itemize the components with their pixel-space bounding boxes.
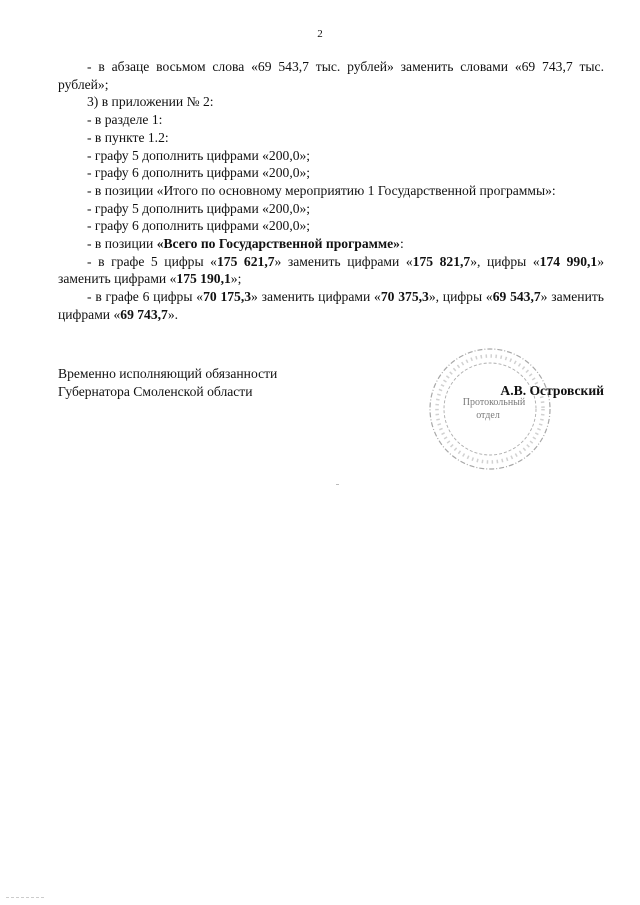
paragraph-5: - графу 5 дополнить цифрами «200,0»; (87, 147, 311, 163)
signatory-title (58, 365, 277, 400)
p12-text-4: » заменить цифрами « (58, 289, 604, 322)
p11-bold-3: 174 990,1 (539, 253, 598, 269)
paragraph-10-prefix: - в позиции (87, 236, 157, 252)
p11-text-5: »; (230, 271, 242, 287)
scan-artifact (336, 484, 339, 485)
paragraph-1: - в абзаце восьмом слова «69 543,7 тыс. рублей» заменить словами «69 743,7 тыс. рублей»; (58, 59, 604, 92)
p12-text-5: ». (167, 306, 179, 322)
p12-bold-3: 69 543,7 (492, 289, 541, 305)
paragraph-11 (58, 253, 604, 288)
p12-text-2: » заменить цифрами « (251, 289, 381, 305)
paragraph-4: - в пункте 1.2: (87, 129, 169, 145)
stamp-band-dots (437, 356, 543, 462)
stamp-inner-ring (444, 363, 536, 455)
p12-bold-2: 70 375,3 (380, 289, 429, 305)
p12-bold-1: 70 175,3 (203, 289, 252, 305)
stamp-inner-line-1: Протокольный (462, 397, 526, 408)
paragraph-10-bold: «Всего по Государственной программе» (156, 236, 400, 252)
document-body (58, 58, 604, 324)
corner-scan-artifact (6, 897, 44, 899)
paragraph-9: - графу 6 дополнить цифрами «200,0»; (87, 218, 311, 234)
p12-text-1: - в графе 6 цифры « (87, 289, 204, 305)
paragraph-10-suffix: : (399, 236, 404, 252)
p11-bold-1: 175 621,7 (216, 253, 275, 269)
p11-text-3: », цифры « (470, 253, 540, 269)
page-number: 2 (317, 28, 323, 40)
paragraph-8: - графу 5 дополнить цифрами «200,0»; (87, 200, 311, 216)
stamp-outer-ring (430, 349, 550, 469)
paragraph-12 (58, 288, 604, 323)
p11-text-1: - в графе 5 цифры « (87, 253, 217, 269)
signatory-name: А.В. Островский (500, 383, 604, 398)
p11-bold-2: 175 821,7 (412, 253, 471, 269)
p12-text-3: », цифры « (428, 289, 493, 305)
p11-bold-4: 175 190,1 (176, 271, 231, 287)
p11-text-2: » заменить цифрами « (274, 253, 413, 269)
paragraph-10 (58, 235, 604, 253)
p12-bold-4: 69 743,7 (120, 306, 168, 322)
stamp-inner-line-2: отдел (476, 410, 500, 421)
signatory-title-line-1: Временно исполняющий обязанности (58, 366, 278, 381)
paragraph-6: - графу 6 дополнить цифрами «200,0»; (87, 165, 311, 181)
paragraph-7: - в позиции «Итого по основному мероприятию 1 Государственной программы»: (87, 182, 556, 198)
signatory-title-line-2: Губернатора Смоленской области (58, 383, 253, 399)
official-stamp (426, 345, 554, 473)
paragraph-2: 3) в приложении № 2: (87, 94, 214, 110)
p11-text-4: » заменить цифрами « (58, 253, 605, 287)
paragraph-3: - в разделе 1: (87, 112, 163, 128)
